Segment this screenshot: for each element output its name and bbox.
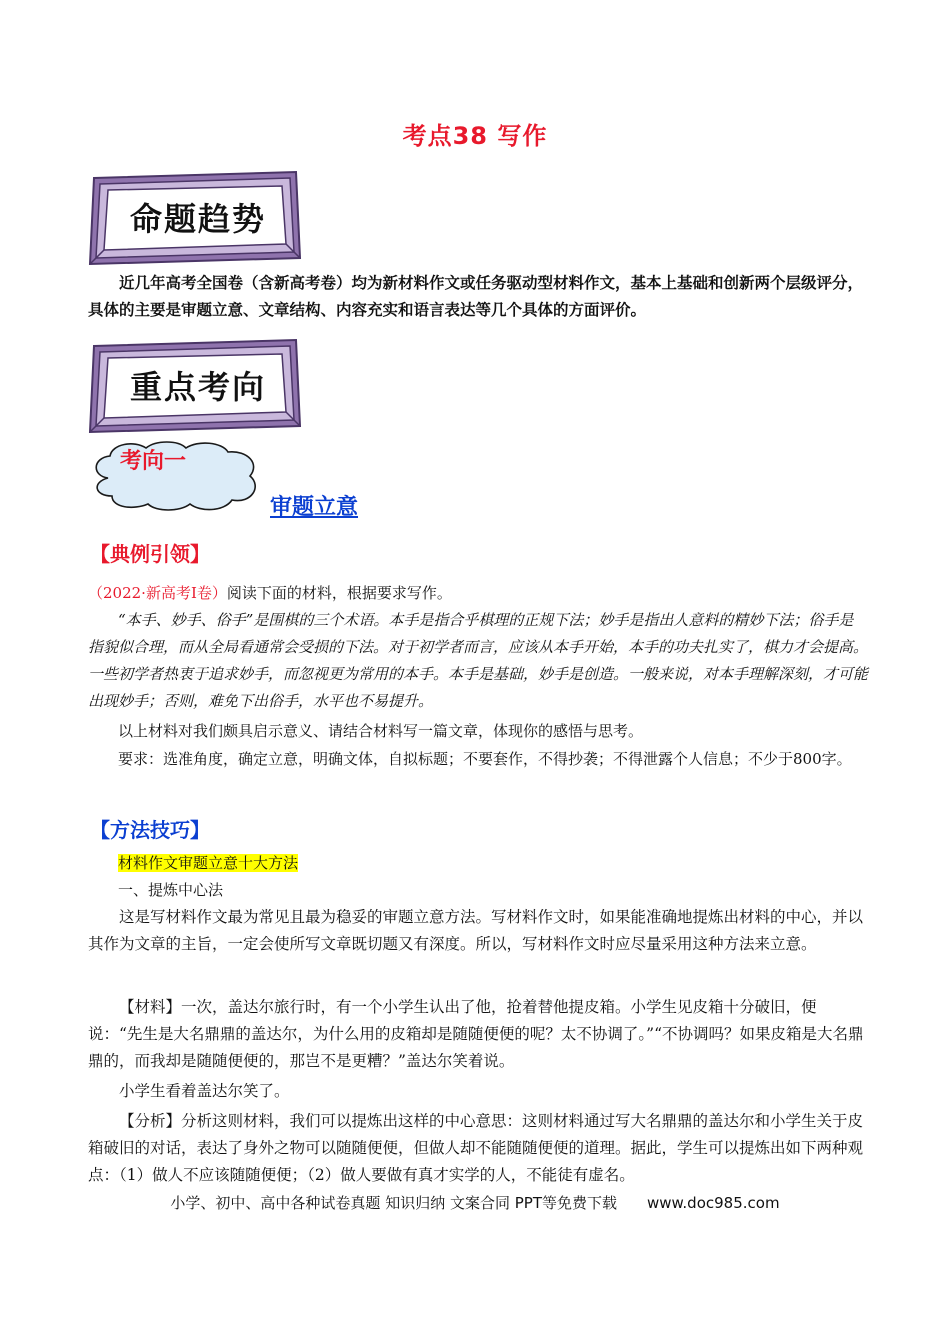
material-paragraph bbox=[88, 994, 868, 1075]
analysis-label: 【分析】 bbox=[119, 1112, 182, 1130]
banner-trend bbox=[88, 168, 304, 268]
example-material: “本手、妙手、俗手”是围棋的三个术语。本手是指合乎棋理的正规下法；妙手是指出人意料的精妙下法；俗手是指貌似合理，而从全局看通常会受损的下法。对于初学者而言，应该从本手开始，本手的功夫扎实了，棋力才会提高。一些初学者热衷于追求妙手，而忽视更为常用的本手。本手是基础，妙手是创造。一般来说，对本手理解深刻，才可能出现妙手；否则，难免下出俗手，水平也不易提升。 bbox=[88, 611, 869, 710]
example-source: （2022·新高考Ⅰ卷） bbox=[88, 584, 227, 602]
method-paragraph: 这是写材料作文最为常见且最为稳妥的审题立意方法。写材料作文时，如果能准确地提炼出材料的中心，并以其作为文章的主旨，一定会使所写文章既切题又有深度。所以，写材料作文时应尽量采用这种方法来立意。 bbox=[88, 908, 864, 953]
example-prompt: 以上材料对我们颇具启示意义、请结合材料写一篇文章，体现你的感悟与思考。 bbox=[118, 722, 644, 740]
banner-focus bbox=[88, 336, 304, 436]
material-text: 一次，盖达尔旅行时，有一个小学生认出了他，抢着替他提皮箱。小学生见皮箱十分破旧，便说：“先生是大名鼎鼎的盖达尔，为什么用的皮箱却是随随便便的呢？太不协调了。”“不协调吗？如果皮箱是大名鼎鼎的，而我却是随随便便的，那岂不是更糟？”盖达尔笑着说。 bbox=[88, 998, 864, 1070]
material-label: 【材料】 bbox=[119, 998, 182, 1016]
method-highlight: 材料作文审题立意十大方法 bbox=[118, 854, 299, 872]
method-highlight-line bbox=[118, 850, 868, 877]
method-heading: 【方法技巧】 bbox=[90, 818, 210, 842]
example-requirement: 要求：选准角度，确定立意，明确文体，自拟标题；不要套作，不得抄袭；不得泄露个人信息；不少于800字。 bbox=[118, 750, 852, 768]
example-heading: 【典例引领】 bbox=[90, 542, 210, 566]
topic-link[interactable]: 审题立意 bbox=[270, 495, 359, 520]
banner-focus-label: 重点考向 bbox=[129, 368, 266, 406]
direction-label: 考向一 bbox=[120, 448, 187, 474]
example-intro-text: 阅读下面的材料，根据要求写作。 bbox=[226, 584, 452, 602]
method-subtitle: 一、提炼中心法 bbox=[118, 881, 224, 899]
banner-trend-label: 命题趋势 bbox=[129, 200, 266, 238]
footer-url[interactable]: www.doc985.com bbox=[646, 1194, 780, 1212]
material-end: 小学生看着盖达尔笑了。 bbox=[119, 1082, 290, 1100]
page-title: 考点38 写作 bbox=[402, 122, 548, 150]
trend-paragraph: 近几年高考全国卷（含新高考卷）均为新材料作文或任务驱动型材料作文，基本上基础和创新两个层级评分，具体的主要是审题立意、文章结构、内容充实和语言表达等几个具体的方面评价。 bbox=[88, 274, 864, 319]
footer-text: 小学、初中、高中各种试卷真题 知识归纳 文案合同 PPT等免费下载 bbox=[170, 1194, 617, 1212]
analysis-text: 分析这则材料，我们可以提炼出这样的中心意思：这则材料通过写大名鼎鼎的盖达尔和小学生关于皮箱破旧的对话，表达了身外之物可以随随便便，但做人却不能随随便便的道理。据此，学生可以提炼出如下两种观点：（1）做人不应该随随便便；（2）做人要做有真才实学的人，不能徒有虚名。 bbox=[88, 1112, 864, 1184]
analysis-paragraph bbox=[88, 1108, 868, 1189]
footer bbox=[0, 1192, 950, 1213]
example-intro bbox=[88, 580, 868, 607]
